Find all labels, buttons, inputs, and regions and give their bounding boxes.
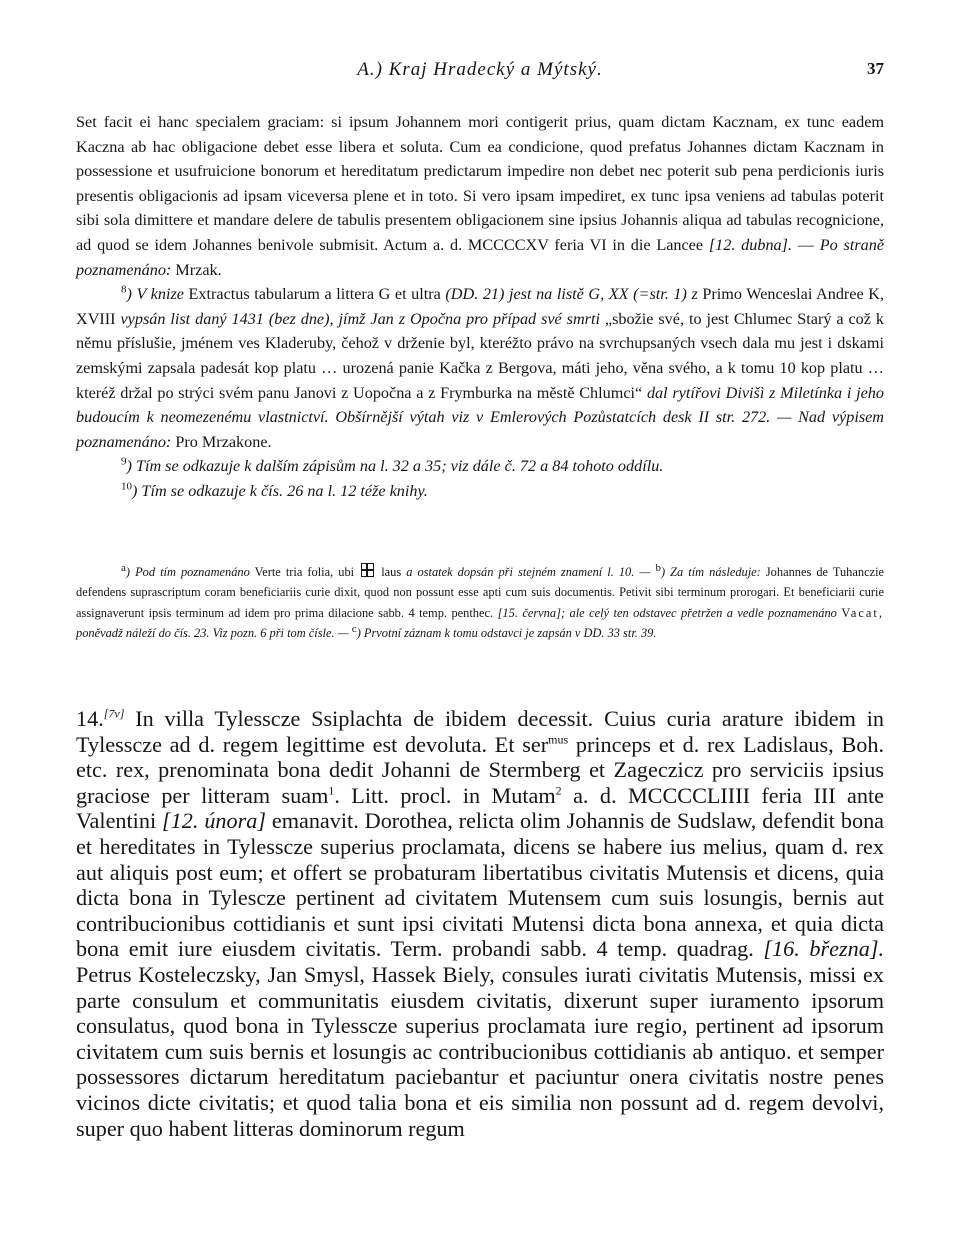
entry-text: . Litt. procl. in Mutam [334, 782, 556, 808]
entry-number: 14. [76, 706, 104, 731]
footnote-text: ) V knize [126, 285, 184, 304]
entry-text: Petrus Kosteleczsky, Jan Smysl, Hassek Biely, consules iurati civitatis Mutensis, missi ex parte consulum et communitatis eiusdem civitatis, dixerunt super iuramento ipsorum consulatus, quod bona in Tylesscze superius proclamata iure regio, pertinent ad ipsorum civitatem cum suis bernis et losungis ac contribucionibus cottidianis ab antiquo. et semper possessores dictarum hereditatum paciebantur et paciuntur onera civitatis nostre penes vicinos dicte civitatis; et quod talia bona et eis similia non possunt ad d. regem devolvi, super quo habent litteras dominorum regum [76, 961, 884, 1141]
variant-marker: a [121, 561, 126, 574]
entry-paragraph [76, 706, 884, 1141]
footnote-8 [76, 282, 884, 454]
footnote-text: Primo Wenceslai Andree K, XVIII [76, 285, 885, 328]
footnote-text: dal rytířovi Divišì z Miletínka i jeho budoucím k neomezenému vlastnictví. Obšírnější výtah viz v Emlerových Pozůstatcích desk II str. 272. — Nad výpisem poznamenáno: [76, 383, 884, 451]
footnote-text: Extractus tabularum a littera G et ultra [183, 285, 446, 304]
paragraph-text: Set facit ei hanc specialem graciam: si ipsum Johannem mori contigerit prius, quam dictam Kacznam, ex tunc eadem Kaczna ab hac obligacione debet esse libera et soluta. Cum ea condicione, quod prefatus Johannes dictam Kacznam in possessione et usufruicione bonorum et hereditatum predictarum impedire non debet nec poterit sub pena perdicionis iuris presentis obligacionis ad ipsam viceversa plene et in toto. Si vero ipsam impediret, ex tunc ipsa veniens ad tabulas poterit sibi sola dimittere et mandare delere de tabulis presentem obligacionem sine ipsius Johannis aliqua ad tabulas recognicione, ad quod se idem Johannes benivole submisit. Actum a. d. MCCCCXV feria VI in die Lancee [76, 113, 884, 254]
entry-text: a. d. MCCCCLIIII feria III ante Valentini [76, 782, 884, 834]
variant-marker: c [351, 623, 357, 636]
footnote-10 [76, 479, 884, 504]
entry-text: emanavit. Dorothea, relicta olim Johannis de Sudslaw, defendit bona et hereditates in Tylesscze superius proclamata, dicens se habere ius melius, quam d. rex aut aliquis post eum; et offert se probaturam libertatibus civitatis Mutensis et dicens, quia dicta bona in Tylescze pertinent ad civitatem Mutensem cum suis losungis, bernis aut contribucionibus cottidianis et sunt ipsi civitati Mutensi dicta bona annexa, et quia dicta bona emit iure eiusdem civitatis. Term. probandi sabb. 4 temp. quadrag. [76, 808, 885, 962]
notes-block [76, 110, 884, 504]
variant-text: ) Pod tím poznamenáno [125, 565, 250, 579]
entry-date: [16. března]. [763, 936, 884, 962]
running-title: A.) Kraj Hradecký a Mýtský. [357, 59, 603, 80]
footnote-text: ) Tím se odkazuje k čís. 26 na l. 12 téže knihy. [132, 481, 428, 500]
superscript: mus [548, 732, 569, 747]
variant-text: ) Za tím následuje: [660, 565, 761, 579]
footnote-text: ) Tím se odkazuje k dalším zápisům na l. 32 a 35; viz dále č. 72 a 84 tohoto oddílu. [126, 457, 664, 476]
footnote-text: vypsán list daný 1431 (bez dne), jímž Jan z Opočna pro případ své smrti [120, 309, 600, 328]
variant-text: [15. června]; ale celý ten odstavec přetržen a vedle poznamenáno [497, 605, 837, 620]
paragraph-end: Mrzak. [171, 260, 222, 279]
page-header [76, 59, 884, 87]
footnote-marker: 9 [121, 455, 127, 468]
footnote-marker: 8 [121, 283, 127, 296]
footnote-9 [76, 454, 884, 479]
variant-text: ) Prvotní záznam k tomu odstavci je zapsán v DD. 33 str. 39. [356, 626, 657, 641]
variant-marker: b [655, 561, 661, 574]
variant-notes [76, 562, 884, 644]
variant-text: Johannes de Tuhanczie defendens suprascriptum coram beneficiariis curie dixit, quod non possunt esse apti cum suis documentis. Petivit sibi terminum prorogari. Et beneficiarii curie assignaverunt ipsis terminum ad idem pro prima dilacione sabb. 4 temp. penthec. [76, 565, 885, 620]
cross-in-square-symbol-icon [361, 563, 374, 577]
footnote-ref: 2 [555, 783, 562, 798]
footnote-ref: 1 [328, 783, 335, 798]
variant-text: laus [376, 565, 407, 579]
variant-text: poněvadž náleží do čís. 23. Viz pozn. 6 při tom čísle. — [76, 626, 352, 641]
footnote-marker: 10 [121, 480, 132, 493]
footnote-text: „sbožie své, to jest Chlumec Starý a což k němu příslušie, jménem ves Kladeruby, čehož v drženie byl, kteréžto právo na svrchupsaných vsech dala mu jest i dskami zemskými zapsala padesát kop platu … urozená panie Kačka z Bergova, máti jeho, věna svého, a k tomu 10 kop platu … kteréž držal po strýci svém panu Janovi z Uopočna a z Frymburka na městě Chlumci“ [76, 309, 884, 402]
entry-date: [12. února] [162, 808, 266, 834]
variant-text: Verte tria folia, ubi [249, 565, 360, 579]
footnote-text: Pro Mrzakone. [171, 432, 272, 451]
page-number: 37 [867, 59, 884, 78]
entry-text: In villa Tylesscze Ssiplachta de ibidem decessit. Cuius curia arature ibidem in Tylesscze ad d. regem legittime est devoluta. Et ser [76, 706, 884, 757]
variant-notes-paragraph [76, 562, 884, 644]
variant-text: a ostatek dopsán při stejném znamení l. 10. — [406, 565, 656, 579]
footnote-text: (DD. 21) jest na listě G, XX (=str. 1) z [445, 285, 698, 304]
paragraph-note: Po straně poznamenáno: [76, 235, 885, 279]
entry-text: princeps et d. rex Ladislaus, Boh. etc. rex, prenominata bona dedit Johanni de Stermberg et Zageczicz pro serviciis ipsius graciose per litteram suam [76, 731, 884, 808]
paragraph-dash: — [792, 235, 820, 254]
note-continuation-paragraph [76, 110, 884, 282]
entry-14 [76, 706, 884, 1141]
variant-vacat: Vacat, [841, 605, 884, 620]
paragraph-date: [12. dubna]. [708, 235, 792, 254]
folio-marker: [7v] [103, 706, 125, 721]
